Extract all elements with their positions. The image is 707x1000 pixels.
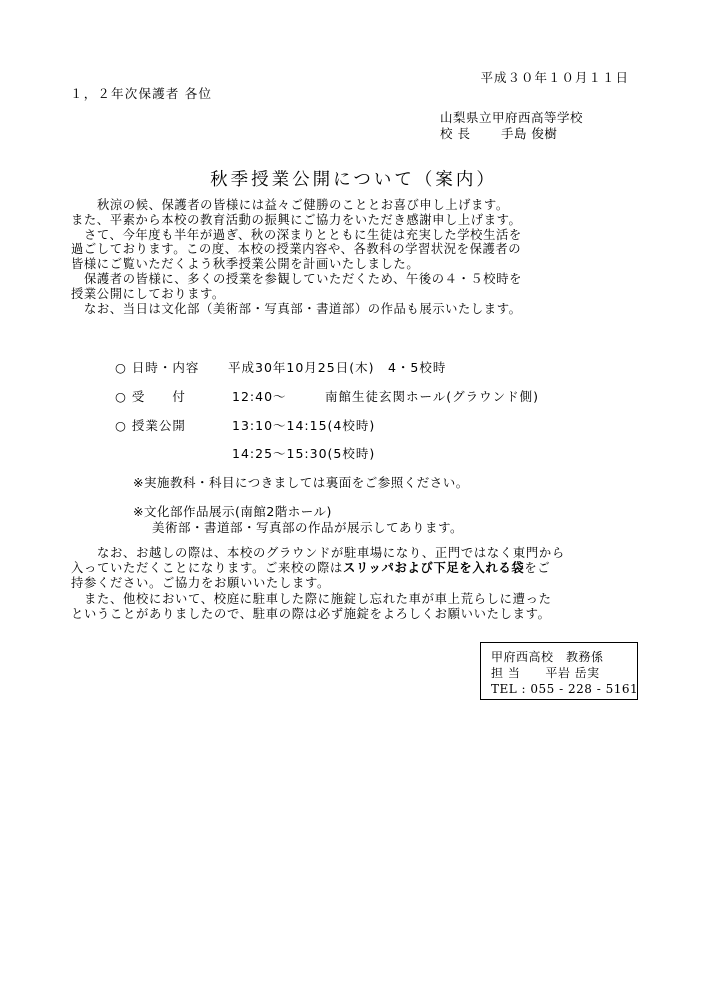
intro-line: 過ごしております。この度、本校の授業内容や、各教科の学習状況を保護者の bbox=[71, 242, 522, 257]
closing-paragraphs bbox=[71, 546, 565, 622]
exhibit-note: ※文化部作品展示(南館2階ホール) bbox=[133, 504, 332, 519]
closing-text: をご bbox=[524, 561, 551, 576]
class-time-4th: 13:10～14:15(4校時) bbox=[232, 418, 376, 433]
sender-block bbox=[440, 110, 583, 142]
closing-line: また、他校において、校庭に駐車した際に施錠し忘れた車が車上荒らしに遭った bbox=[84, 591, 552, 606]
reception-time: 12:40～ bbox=[232, 389, 287, 404]
closing-line: 持参ください。ご協力をお願いいたします。 bbox=[71, 576, 330, 591]
contact-office: 甲府西高校 教務係 bbox=[491, 650, 604, 664]
class-time-5th: 14:25～15:30(5校時) bbox=[232, 446, 376, 461]
intro-line: 秋涼の候、保護者の皆様には益々ご健勝のこととお喜び申し上げます。 bbox=[97, 198, 509, 212]
document-date: 平成３０年１０月１１日 bbox=[480, 70, 629, 85]
class-open-label: ○ 授業公開 bbox=[115, 418, 186, 433]
closing-line: ということがありましたので、駐車の際は必ず施錠をよろしくお願いいたします。 bbox=[71, 606, 551, 621]
reception-place: 南館生徒玄関ホール(グラウンド側) bbox=[325, 389, 540, 404]
closing-line: なお、お越しの際は、本校のグラウンドが駐車場になり、正門ではなく東門から bbox=[97, 546, 565, 560]
datetime-label: ○ 日時・内容 bbox=[115, 360, 200, 375]
contact-phone: TEL : 055 - 228 - 5161 bbox=[491, 682, 639, 696]
closing-text: 入っていただくことになります。ご来校の際は bbox=[71, 561, 343, 576]
intro-line: また、平素から本校の教育活動の振興にご協力をいただき感謝申し上げます。 bbox=[71, 212, 522, 227]
intro-line: 皆様にご覧いただくよう秋季授業公開を計画いたしました。 bbox=[71, 257, 420, 272]
closing-line bbox=[71, 561, 565, 576]
intro-line: 授業公開にしております。 bbox=[71, 286, 225, 301]
principal-name: 校 長 手島 俊樹 bbox=[440, 126, 558, 141]
intro-paragraphs bbox=[71, 198, 523, 316]
intro-line: さて、今年度も半年が過ぎ、秋の深まりとともに生徒は充実した学校生活を bbox=[84, 227, 522, 242]
datetime-value: 平成30年10月25日(木) 4・5校時 bbox=[228, 360, 447, 375]
exhibit-detail: 美術部・書道部・写真部の作品が展示してあります。 bbox=[152, 520, 464, 535]
school-name: 山梨県立甲府西高等学校 bbox=[440, 110, 584, 125]
contact-person: 担 当 平岩 岳実 bbox=[491, 666, 600, 680]
addressee: １，２年次保護者 各位 bbox=[70, 86, 213, 101]
subjects-note: ※実施教科・科目につきましては裏面をご参照ください。 bbox=[133, 475, 469, 490]
intro-line: なお、当日は文化部（美術部・写真部・書道部）の作品も展示いたします。 bbox=[84, 301, 522, 316]
page-title: 秋季授業公開について（案内） bbox=[210, 170, 497, 190]
contact-box bbox=[480, 642, 638, 700]
reception-label: ○ 受 付 bbox=[115, 389, 186, 404]
slipper-bag-emphasis: スリッパおよび下足を入れる袋 bbox=[342, 561, 525, 576]
intro-line: 保護者の皆様に、多くの授業を参観していただくため、午後の４・５校時を bbox=[84, 271, 523, 286]
